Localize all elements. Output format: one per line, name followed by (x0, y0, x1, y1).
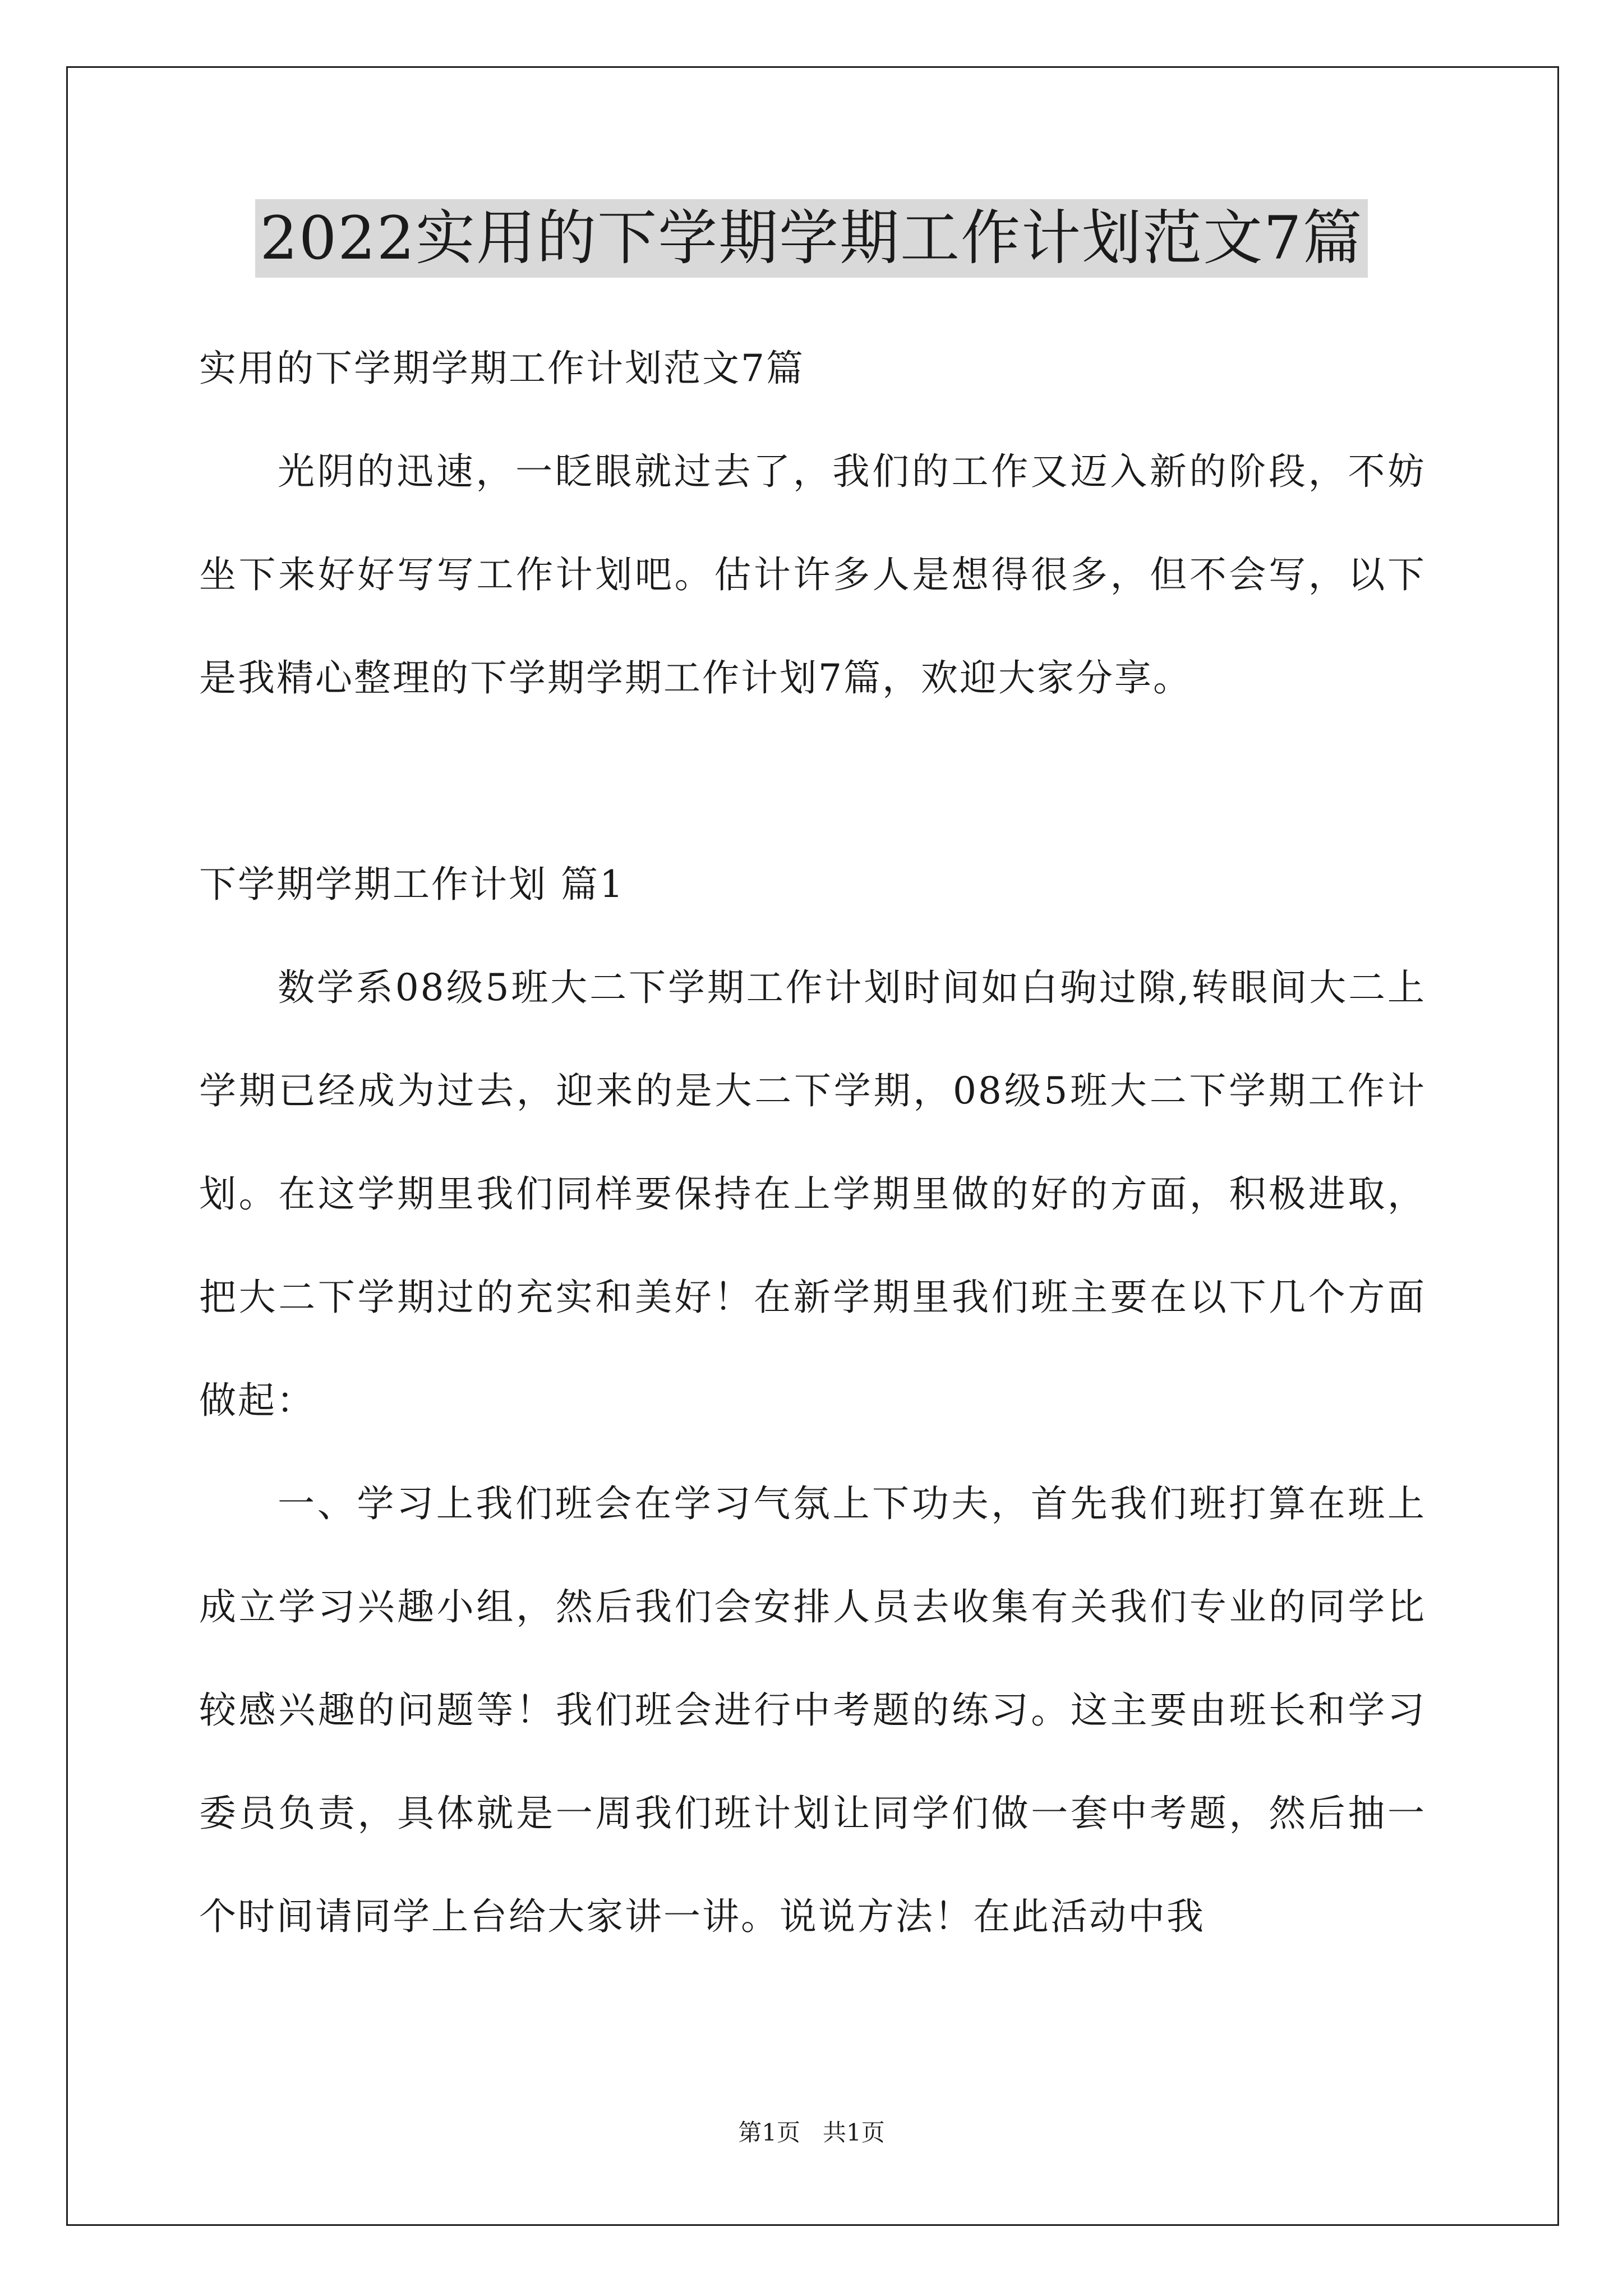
document-title: 2022实用的下学期学期工作计划范文7篇 (255, 199, 1367, 278)
page-footer: 第1页 共1页 (738, 2119, 885, 2146)
subtitle-paragraph: 实用的下学期学期工作计划范文7篇 (199, 347, 805, 390)
section-heading: 下学期学期工作计划 篇1 (199, 863, 625, 906)
body-paragraph: 一、学习上我们班会在学习气氛上下功夫，首先我们班打算在班上成立学习兴趣小组，然后我们会安排人员去收集有关我们专业的同学比较感兴趣的问题等！我们班会进行中考题的练习。这主要由班长和学习委员负责，具体就是一周我们班计划让同学们做一套中考题，然后抽一个时间请同学上台给大家讲一讲。说说方法！在此活动中我 (199, 1482, 1426, 1938)
body-paragraph: 数学系08级5班大二下学期工作计划时间如白驹过隙,转眼间大二上学期已经成为过去，迎来的是大二下学期，08级5班大二下学期工作计划。在这学期里我们同样要保持在上学期里做的好的方面，积极进取，把大二下学期过的充实和美好！在新学期里我们班主要在以下几个方面做起： (199, 966, 1426, 1422)
document-body (199, 317, 1426, 1968)
intro-paragraph: 光阴的迅速，一眨眼就过去了，我们的工作又迈入新的阶段，不妨坐下来好好写写工作计划吧。估计许多人是想得很多，但不会写，以下是我精心整理的下学期学期工作计划7篇，欢迎大家分享。 (199, 450, 1426, 700)
title-container (0, 199, 1623, 278)
